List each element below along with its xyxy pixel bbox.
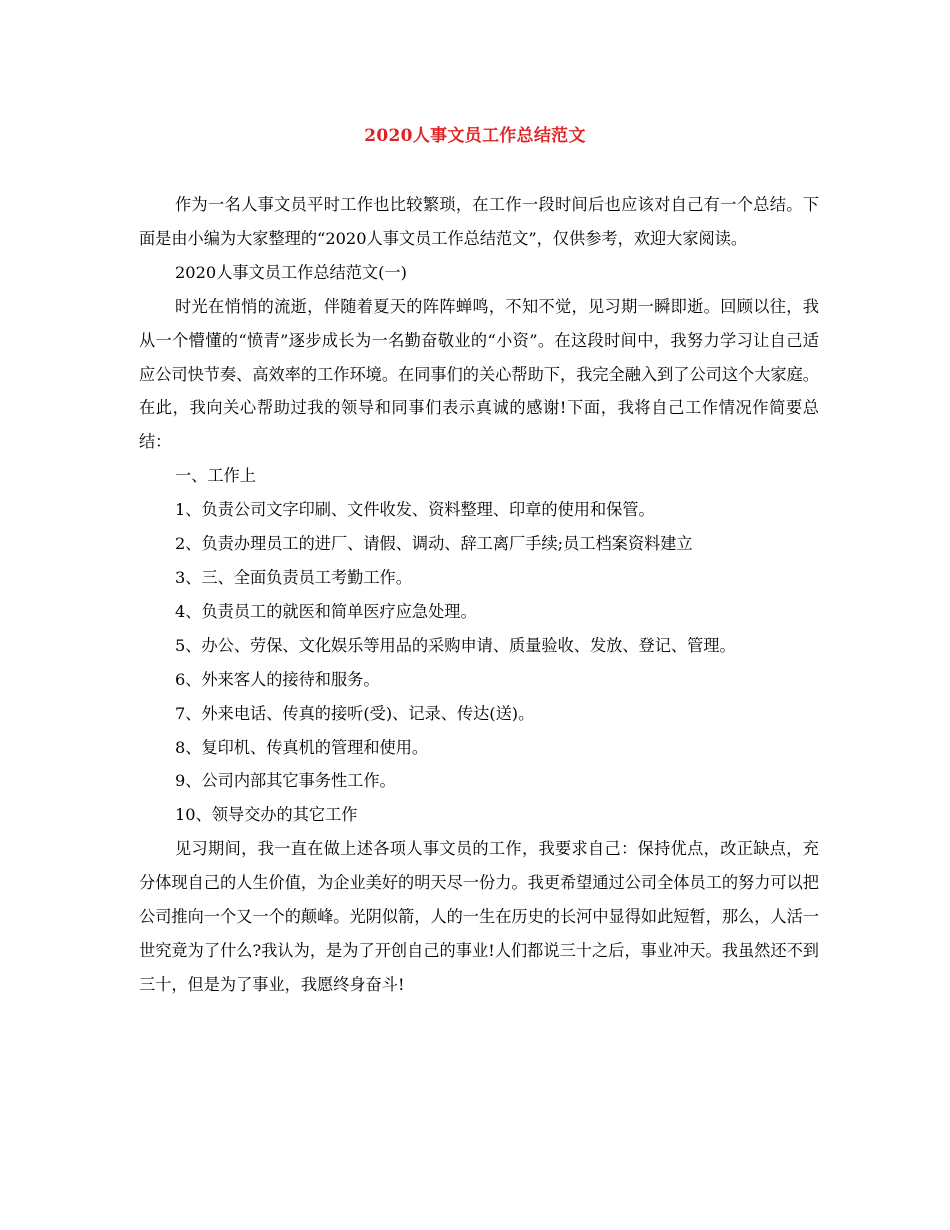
section-subtitle: 2020人事文员工作总结范文(一) bbox=[175, 262, 407, 282]
list-item: 5、办公、劳保、文化娱乐等用品的采购申请、质量验收、发放、登记、管理。 bbox=[175, 635, 736, 655]
list-item: 4、负责员工的就医和简单医疗应急处理。 bbox=[175, 601, 477, 621]
list-item: 10、领导交办的其它工作 bbox=[175, 805, 358, 825]
intro-paragraph: 作为一名人事文员平时工作也比较繁琐，在工作一段时间后也应该对自己有一个总结。下面是由小编为大家整理的“2020人事文员工作总结范文”，仅供参考，欢迎大家阅读。 bbox=[139, 195, 819, 248]
body-paragraph-2: 见习期间，我一直在做上述各项人事文员的工作，我要求自己：保持优点，改正缺点，充分体现自己的人生价值，为企业美好的明天尽一份力。我更希望通过公司全体员工的努力可以把公司推向一个又一个的颠峰。光阴似箭，人的一生在历史的长河中显得如此短暂，那么，人活一世究竟为了什么?我认为，是为了开创自己的事业!人们都说三十之后，事业冲天。我虽然还不到三十，但是为了事业，我愿终身奋斗! bbox=[139, 839, 819, 994]
body-paragraph-1: 时光在悄悄的流逝，伴随着夏天的阵阵蝉鸣，不知不觉，见习期一瞬即逝。回顾以往，我从一个懵懂的“愤青”逐步成长为一名勤奋敬业的“小资”。在这段时间中，我努力学习让自己适应公司快节奏、高效率的工作环境。在同事们的关心帮助下，我完全融入到了公司这个大家庭。在此，我向关心帮助过我的领导和同事们表示真诚的感谢!下面，我将自己工作情况作简要总结： bbox=[139, 296, 819, 452]
list-item: 3、三、全面负责员工考勤工作。 bbox=[175, 567, 412, 587]
section-heading: 一、工作上 bbox=[175, 466, 256, 486]
list-item: 6、外来客人的接待和服务。 bbox=[175, 669, 380, 689]
list-item: 7、外来电话、传真的接听(受)、记录、传达(送)。 bbox=[175, 703, 535, 723]
list-item: 2、负责办理员工的进厂、请假、调动、辞工离厂手续;员工档案资料建立 bbox=[175, 534, 693, 554]
list-item: 1、负责公司文字印刷、文件收发、资料整理、印章的使用和保管。 bbox=[175, 500, 655, 520]
document-body bbox=[139, 188, 819, 1002]
list-item: 9、公司内部其它事务性工作。 bbox=[175, 771, 396, 791]
document-title: 2020人事文员工作总结范文 bbox=[364, 126, 586, 146]
list-item: 8、复印机、传真机的管理和使用。 bbox=[175, 737, 429, 757]
